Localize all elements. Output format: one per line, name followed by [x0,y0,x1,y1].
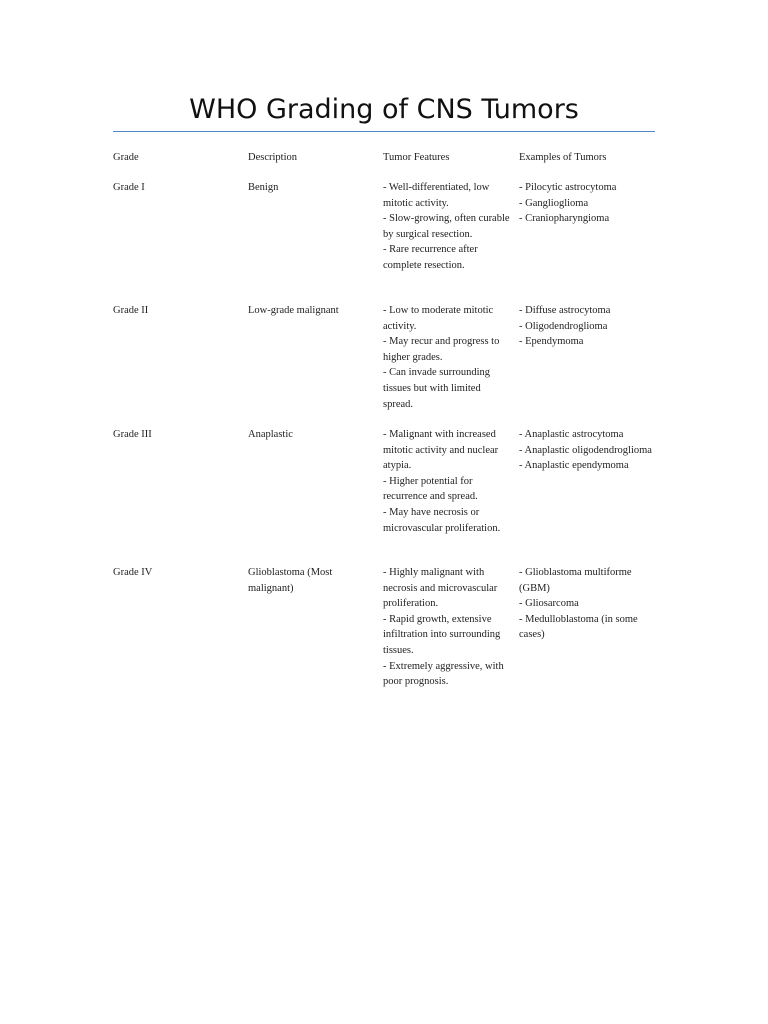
example-item: - Anaplastic astrocytoma [519,429,624,440]
examples-cell [519,427,653,565]
example-item: - Oligodendroglioma [519,320,608,332]
header-grade: Grade [113,152,139,163]
feature-item: - Low to moderate mitotic activity. [383,305,494,332]
example-item: - Ependymoma [519,336,584,348]
feature-item: - May have necrosis or microvascular proliferation. [383,506,501,534]
feature-item: - Rapid growth, extensive infiltration into surrounding tissues. [383,613,501,656]
table-row [113,565,653,705]
feature-item: - Rare recurrence after complete resection. [383,244,478,271]
title-divider [113,131,655,132]
feature-item: - Malignant with increased mitotic activity and nuclear atypia. [383,429,499,472]
feature-item: - Extremely aggressive, with poor prognosis. [383,660,504,688]
example-item: - Anaplastic oligodendroglioma [519,444,652,456]
grade-cell: Grade III [113,429,152,440]
header-examples: Examples of Tumors [519,152,607,163]
examples-cell [519,565,653,705]
example-item: - Pilocytic astrocytoma [519,182,617,193]
grade-cell: Grade IV [113,567,153,578]
table-row [113,427,653,565]
example-item: - Glioblastoma multiforme (GBM) [519,567,632,594]
feature-item: - Can invade surrounding tissues but with limited spread. [383,367,491,410]
example-item: - Craniopharyngioma [519,213,610,225]
example-item: - Anaplastic ependymoma [519,460,629,472]
example-item: - Gliosarcoma [519,598,579,610]
page-title: WHO Grading of CNS Tumors [189,94,579,125]
feature-item: - Slow-growing, often curable by surgical resection. [383,213,510,240]
features-cell [383,427,519,565]
features-cell [383,303,519,427]
header-description: Description [248,152,297,163]
grading-table [113,150,653,705]
example-item: - Diffuse astrocytoma [519,305,611,316]
features-cell [383,180,519,303]
table-header-row [113,150,653,180]
description-cell: Glioblastoma (Most malignant) [248,567,333,594]
feature-item: - Highly malignant with necrosis and microvascular proliferation. [383,567,498,610]
header-tumor-features: Tumor Features [383,152,450,163]
description-cell: Low-grade malignant [248,305,339,316]
feature-item: - May recur and progress to higher grades. [383,336,500,363]
feature-item: - Higher potential for recurrence and spread. [383,475,478,503]
table-row [113,180,653,303]
grade-cell: Grade I [113,182,145,193]
description-cell: Anaplastic [248,429,293,440]
grade-cell: Grade II [113,305,149,316]
features-cell [383,565,519,705]
description-cell: Benign [248,182,279,193]
example-item: - Medulloblastoma (in some cases) [519,613,638,641]
examples-cell [519,303,653,427]
table-row [113,303,653,427]
example-item: - Ganglioglioma [519,197,589,209]
feature-item: - Well-differentiated, low mitotic activity. [383,182,490,209]
examples-cell [519,180,653,303]
